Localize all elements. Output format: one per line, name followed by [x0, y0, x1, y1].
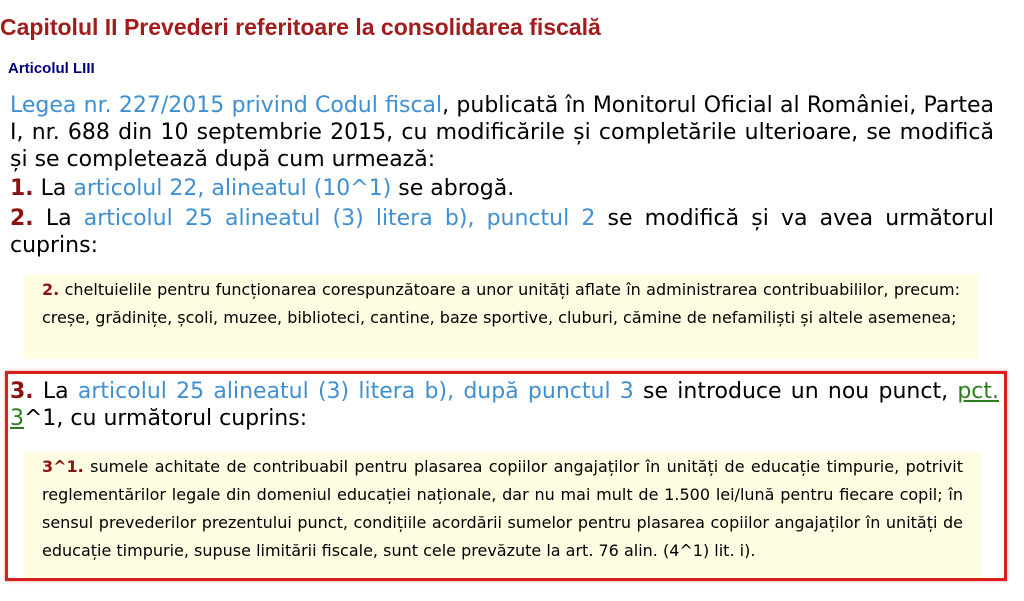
point-2: [10, 205, 994, 259]
quote-number: 3^1.: [42, 457, 84, 476]
point-text: se introduce un nou punct,: [633, 379, 958, 404]
point-text: La: [33, 176, 74, 201]
point-text: La: [33, 206, 84, 231]
point-number: 1.: [10, 176, 34, 201]
quote-text: sumele achitate de contribuabil pentru plasarea copiilor angajaților în unități de educație timpurie, potrivit reglementărilor legale din domeniul educației naționale, dar nu mai mult de 1.500 lei/lună pentru fiecare copil; în sensul prevederilor prezentului punct, condițiile acordării sumelor pentru plasarea copiilor angajaților în unități de educație timpurie, supuse limitării fiscale, sunt cele prevăzute la art. 76 alin. (4^1) lit. i).: [42, 457, 963, 560]
quoted-text-point-3-1: [24, 452, 981, 581]
article-title: Articolul LIII: [8, 60, 95, 77]
point-1: [10, 175, 994, 202]
quote-number: 2.: [42, 280, 60, 299]
law-link[interactable]: Legea nr. 227/2015 privind Codul fiscal: [10, 93, 443, 118]
chapter-title: Capitolul II Prevederi referitoare la consolidarea fiscală: [0, 14, 601, 40]
point-number: 3.: [10, 379, 34, 404]
intro-paragraph: [10, 92, 994, 173]
quote-text: cheltuielile pentru funcționarea corespunzătoare a unor unități aflate în administrarea contribuabililor, precum: creșe, grădinițe, școli, muzee, biblioteci, cantine, baze sportive, cluburi, cămine de nefamiliști și altele asemenea;: [42, 280, 960, 327]
intro-text: , publicată în Monitorul Oficial al României, Partea I, nr. 688 din 10 septembrie 2015, cu modificările și completările ulterioare, se modifică și se completează după cum urmează:: [10, 93, 995, 172]
point-3: [10, 378, 999, 432]
article-25-point-2-link[interactable]: articolul 25 alineatul (3) litera b), punctul 2: [83, 206, 596, 231]
article-22-link[interactable]: articolul 22, alineatul (10^1): [73, 176, 392, 201]
highlight-box: [5, 371, 1007, 581]
pct-3-link[interactable]: pct. 3: [10, 379, 999, 431]
quoted-text-point-2: [24, 275, 978, 359]
point-text: se abrogă.: [391, 176, 515, 201]
point-text: La: [33, 379, 78, 404]
point-text: se modifică și va avea următorul cuprins:: [10, 206, 994, 258]
point-text: ^1, cu următorul cuprins:: [24, 406, 308, 431]
point-number: 2.: [10, 206, 34, 231]
article-25-after-point-3-link[interactable]: articolul 25 alineatul (3) litera b), după punctul 3: [77, 379, 634, 404]
